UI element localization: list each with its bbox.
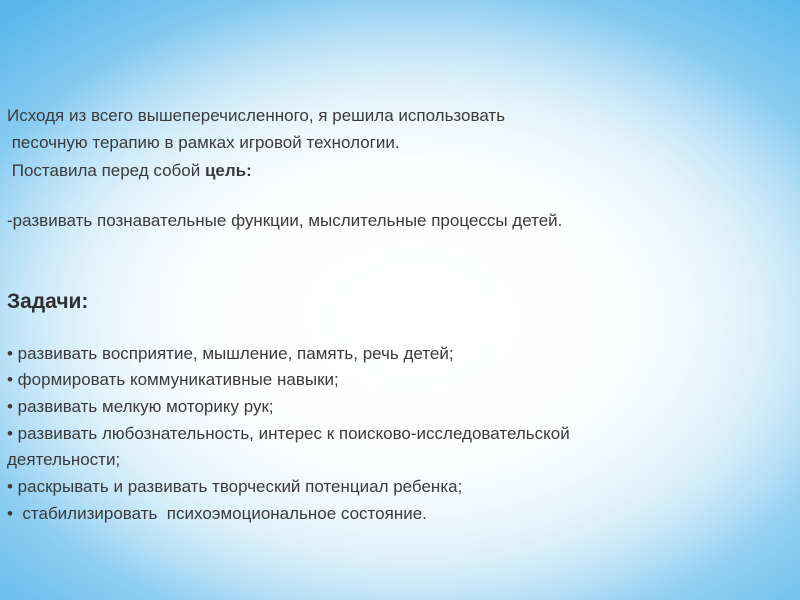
goal-text: -развивать познавательные функции, мыслительные процессы детей.	[7, 211, 563, 230]
task-item: • стабилизировать психоэмоциональное состояние.	[7, 504, 427, 523]
intro-line-3-text: Поставила перед собой	[7, 161, 205, 180]
goal-label: цель:	[204, 161, 252, 180]
task-item: • формировать коммуникативные навыки;	[7, 370, 339, 389]
intro-line-3	[7, 161, 252, 181]
task-item: • раскрывать и развивать творческий потенциал ребенка;	[7, 477, 463, 496]
tasks-heading: Задачи:	[7, 290, 89, 313]
task-item: • развивать любознательность, интерес к поисково-исследовательской	[7, 424, 570, 443]
intro-line-1: Исходя из всего вышеперечисленного, я решила использовать	[7, 106, 506, 125]
intro-line-2: песочную терапию в рамках игровой технологии.	[7, 133, 400, 152]
task-item-continuation: деятельности;	[7, 450, 121, 469]
task-item: • развивать восприятие, мышление, память, речь детей;	[7, 344, 454, 363]
task-item: • развивать мелкую моторику рук;	[7, 397, 274, 416]
